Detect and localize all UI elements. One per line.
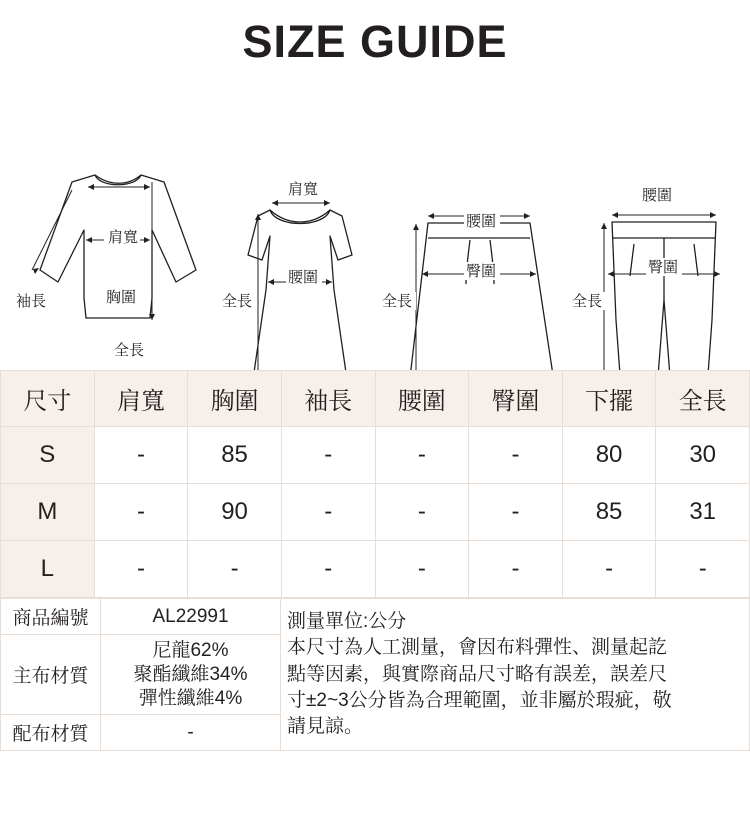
page-title: SIZE GUIDE (242, 16, 508, 67)
cell-shoulder: - (94, 427, 188, 484)
cell-sleeve: - (281, 427, 375, 484)
cell-chest: 85 (188, 427, 282, 484)
note-line-2: 本尺寸為人工測量，會因布料彈性、測量起訖 (287, 637, 668, 659)
diagram-pants (601, 212, 720, 370)
cell-waist: - (375, 427, 469, 484)
label-skirt-hip: 臀圍 (466, 263, 497, 280)
main-fabric-value (101, 635, 281, 715)
label-pants-hip: 臀圍 (648, 259, 679, 276)
label-top-length: 全長 (114, 342, 145, 359)
cell-hem: - (562, 541, 656, 598)
col-waist: 腰圍 (375, 371, 469, 427)
product-no-label: 商品編號 (1, 599, 101, 635)
label-pants-waist: 腰圍 (642, 187, 673, 204)
col-chest: 胸圍 (188, 371, 282, 427)
label-top-chest: 胸圍 (106, 289, 137, 306)
cell-shoulder: - (94, 484, 188, 541)
note-line-4: 寸±2~3公分皆為合理範圍，並非屬於瑕疵，敬 (287, 689, 672, 711)
note-line-5: 請見諒。 (287, 715, 364, 737)
table-row (1, 484, 750, 541)
diagram-skirt (408, 213, 556, 370)
label-top-shoulder: 肩寬 (108, 229, 139, 246)
col-shoulder: 肩寬 (94, 371, 188, 427)
col-hem: 下擺 (562, 371, 656, 427)
info-row-product-no (1, 599, 750, 635)
label-pants-length: 全長 (572, 293, 603, 310)
garment-diagrams (0, 70, 750, 370)
label-dress-waist: 腰圍 (288, 269, 319, 286)
cell-hip: - (469, 427, 563, 484)
cell-size: L (1, 541, 95, 598)
col-length: 全長 (656, 371, 750, 427)
cell-size: S (1, 427, 95, 484)
note-line-1: 測量單位:公分 (287, 611, 407, 633)
cell-sleeve: - (281, 484, 375, 541)
col-size: 尺寸 (1, 371, 95, 427)
note-line-3: 點等因素，與實際商品尺寸略有誤差，誤差尺 (287, 663, 668, 685)
label-skirt-waist: 腰圍 (466, 213, 497, 230)
main-fabric-label: 主布材質 (1, 635, 101, 715)
cell-hem: 85 (562, 484, 656, 541)
main-fabric-line-2: 聚酯纖維34% (133, 663, 248, 685)
table-header-row (1, 371, 750, 427)
table-row (1, 427, 750, 484)
cell-chest: 90 (188, 484, 282, 541)
cell-waist: - (375, 484, 469, 541)
main-fabric-line-1: 尼龍62% (152, 640, 229, 661)
cell-length: 31 (656, 484, 750, 541)
sub-fabric-label: 配布材質 (1, 715, 101, 751)
cell-shoulder: - (94, 541, 188, 598)
cell-sleeve: - (281, 541, 375, 598)
cell-hem: 80 (562, 427, 656, 484)
label-skirt-length: 全長 (382, 293, 413, 310)
table-row (1, 541, 750, 598)
cell-hip: - (469, 541, 563, 598)
cell-waist: - (375, 541, 469, 598)
info-table (0, 598, 750, 751)
size-table (0, 370, 750, 598)
label-dress-shoulder: 肩寬 (288, 181, 319, 198)
label-dress-length: 全長 (222, 293, 253, 310)
col-hip: 臀圍 (469, 371, 563, 427)
cell-length: - (656, 541, 750, 598)
product-no-value: AL22991 (101, 599, 281, 635)
cell-chest: - (188, 541, 282, 598)
sub-fabric-value: - (101, 715, 281, 751)
label-top-sleeve: 袖長 (16, 293, 47, 310)
cell-hip: - (469, 484, 563, 541)
main-fabric-line-3: 彈性纖維4% (138, 687, 243, 709)
col-sleeve: 袖長 (281, 371, 375, 427)
measurement-note (281, 599, 750, 751)
cell-size: M (1, 484, 95, 541)
cell-length: 30 (656, 427, 750, 484)
